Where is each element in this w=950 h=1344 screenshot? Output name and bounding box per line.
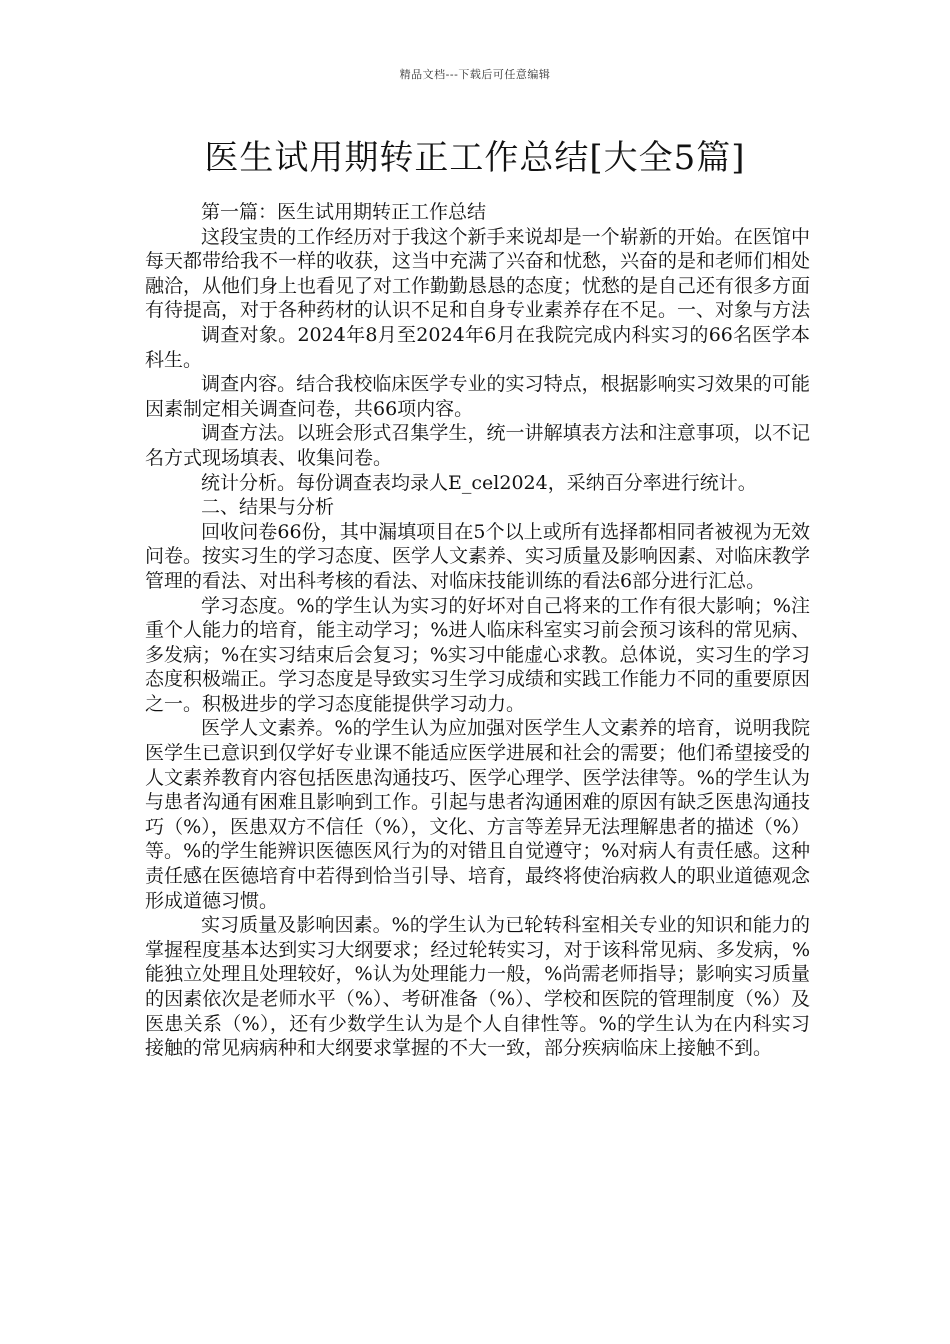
paragraph: 统计分析。每份调查表均录人E_cel2024，采纳百分率进行统计。 [201, 471, 757, 494]
paragraph: 调查方法。以班会形式召集学生，统一讲解填表方法和注意事项，以不记名方式现场填表、收集问卷。 [145, 422, 810, 469]
document-body [145, 200, 810, 1061]
paragraph: 学习态度。%的学生认为实习的好坏对自己将来的工作有很大影响；%注重个人能力的培育，能主动学习；%进人临床科室实习前会预习该科的常见病、多发病；%在实习结束后会复习；%实习中能虚心求教。总体说，实习生的学习态度积极端正。学习态度是导致实习生学习成绩和实践工作能力不同的重要原因之一。积极进步的学习态度能提供学习动力。 [145, 594, 811, 715]
paragraph: 实习质量及影响因素。%的学生认为已轮转科室相关专业的知识和能力的掌握程度基本达到实习大纲要求；经过轮转实习，对于该科常见病、多发病，%能独立处理且处理较好，%认为处理能力一般，%尚需老师指导；影响实习质量的因素依次是老师水平（%）、考研准备（%）、学校和医院的管理制度（%）及医患关系（%），还有少数学生认为是个人自律性等。%的学生认为在内科实习接触的常见病病种和大纲要求掌握的不大一致，部分疾病临床上接触不到。 [145, 914, 810, 1060]
header-note: 精品文档---下载后可任意编辑 [399, 68, 551, 81]
document-title: 医生试用期转正工作总结[大全5篇] [204, 138, 746, 178]
section-heading: 二、结果与分析 [201, 496, 335, 519]
section-heading: 第一篇：医生试用期转正工作总结 [201, 201, 487, 223]
paragraph: 调查对象。2024年8月至2024年6月在我院完成内科实习的66名医学本科生。 [145, 323, 810, 371]
paragraph: 调查内容。结合我校临床医学专业的实习特点，根据影响实习效果的可能因素制定相关调查问卷，共66项内容。 [145, 373, 810, 420]
paragraph: 回收问卷66份，其中漏填项目在5个以上或所有选择都相同者被视为无效问卷。按实习生的学习态度、医学人文素养、实习质量及影响因素、对临床教学管理的看法、对出科考核的看法、对临床技能训练的看法6部分进行汇总。 [145, 520, 811, 592]
paragraph: 这段宝贵的工作经历对于我这个新手来说却是一个崭新的开始。在医馆中每天都带给我不一样的收获，这当中充满了兴奋和忧愁，兴奋的是和老师们相处融洽，从他们身上也看见了对工作勤勤恳恳的态度；忧愁的是自己还有很多方面有待提高，对于各种药材的认识不足和自身专业素养存在不足。一、对象与方法 [145, 225, 811, 322]
paragraph: 医学人文素养。%的学生认为应加强对医学生人文素养的培育，说明我院医学生已意识到仅学好专业课不能适应医学进展和社会的需要；他们希望接受的人文素养教育内容包括医患沟通技巧、医学心理学、医学法律等。%的学生认为与患者沟通有困难且影响到工作。引起与患者沟通困难的原因有缺乏医患沟通技巧（%），医患双方不信任（%），文化、方言等差异无法理解患者的描述（%）等。%的学生能辨识医德医风行为的对错且自觉遵守；%对病人有责任感。这种责任感在医德培育中若得到恰当引导、培育，最终将使治病救人的职业道德观念形成道德习惯。 [145, 717, 811, 912]
